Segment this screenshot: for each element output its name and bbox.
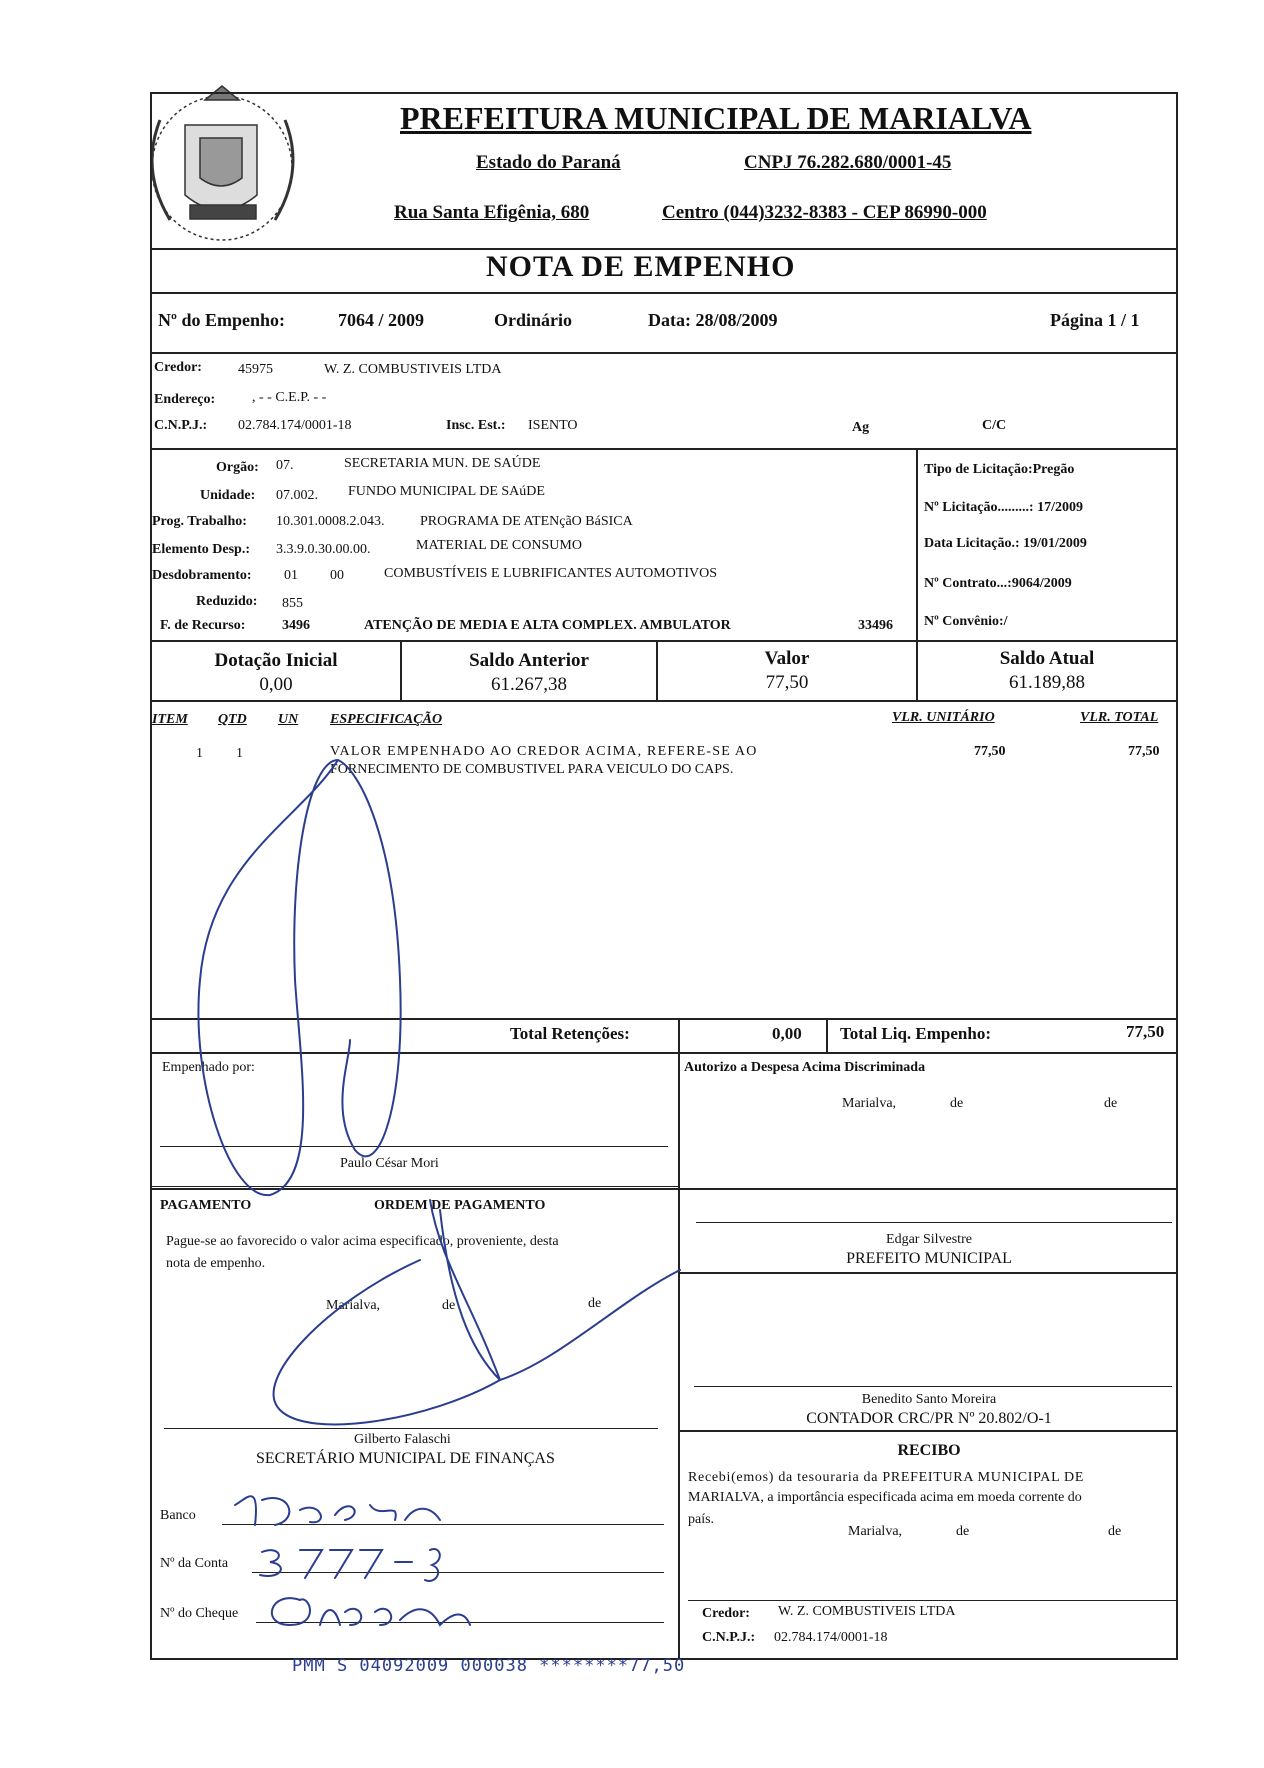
unidade-code: 07.002. (276, 488, 318, 503)
recurso-number: 33496 (858, 618, 893, 633)
recibo-text-line1: Recebi(emos) da tesouraria da PREFEITURA MUNICIPAL DE (688, 1470, 1085, 1485)
recibo-text-line2: MARIALVA, a importância especificada acima em moeda corrente do (688, 1490, 1082, 1505)
de-label: de (956, 1524, 970, 1539)
page-number: Página 1 / 1 (1050, 310, 1140, 330)
recibo-cnpj-value: 02.784.174/0001-18 (774, 1630, 888, 1645)
retencoes-value: 0,00 (772, 1024, 802, 1043)
orgao-name: SECRETARIA MUN. DE SAÚDE (344, 456, 541, 471)
banco-label: Banco (160, 1508, 196, 1523)
de-label: de (950, 1096, 964, 1111)
col-header-qtd: QTD (218, 712, 247, 727)
valor-label: Valor (764, 648, 810, 669)
pague-text-line1: Pague-se ao favorecido o valor acima especificado, proveniente, desta (166, 1234, 559, 1249)
credor-label: Credor: (154, 360, 202, 375)
de-label: de (442, 1298, 456, 1313)
desdobramento-code1: 01 (284, 568, 298, 583)
empenhado-label: Empenhado por: (162, 1060, 255, 1075)
saldo-anterior-label: Saldo Anterior (469, 650, 589, 671)
prog-code: 10.301.0008.2.043. (276, 514, 385, 529)
orgao-code: 07. (276, 458, 294, 473)
recibo-credor-label: Credor: (702, 1606, 750, 1621)
unidade-label: Unidade: (200, 488, 256, 503)
credor-code: 45975 (238, 362, 273, 377)
col-header-vlr-total: VLR. TOTAL (1080, 710, 1159, 725)
credor-name: W. Z. COMBUSTIVEIS LTDA (324, 362, 502, 377)
item-quantity: 1 (236, 746, 243, 761)
dotacao-label: Dotação Inicial (214, 650, 338, 671)
marialva-label: Marialva, (842, 1096, 897, 1111)
saldo-atual-label: Saldo Atual (999, 648, 1095, 669)
conta-label: Nº da Conta (160, 1556, 229, 1571)
retencoes-label: Total Retenções: (510, 1024, 630, 1043)
orgao-label: Orgão: (216, 460, 259, 475)
item-description-line2: FORNECIMENTO DE COMBUSTIVEL PARA VEICULO DO CAPS. (330, 762, 734, 777)
col-header-un: UN (278, 712, 299, 727)
empenho-type: Ordinário (494, 310, 573, 330)
de-label: de (1108, 1524, 1122, 1539)
document-title: NOTA DE EMPENHO (486, 250, 796, 283)
unidade-name: FUNDO MUNICIPAL DE SAúDE (348, 484, 545, 499)
liquido-label: Total Liq. Empenho: (840, 1024, 991, 1043)
licitacao-number: Nº Licitação.........: 17/2009 (924, 500, 1083, 515)
saldo-atual-value: 61.189,88 (1009, 672, 1085, 693)
desdobramento-name: COMBUSTÍVEIS E LUBRIFICANTES AUTOMOTIVOS (384, 566, 718, 581)
insc-label: Insc. Est.: (446, 418, 506, 433)
street-address: Rua Santa Efigênia, 680 (394, 202, 590, 223)
reduzido-value: 855 (282, 596, 303, 611)
valor-value: 77,50 (765, 672, 809, 693)
elemento-code: 3.3.9.0.30.00.00. (276, 542, 371, 557)
elemento-label: Elemento Desp.: (152, 542, 250, 557)
prog-label: Prog. Trabalho: (152, 514, 247, 529)
liquido-value: 77,50 (1126, 1022, 1165, 1041)
item-number: 1 (196, 746, 203, 761)
cnpj-header: CNPJ 76.282.680/0001-45 (744, 152, 952, 173)
recibo-title: RECIBO (897, 1442, 961, 1459)
agency-label: Ag (852, 420, 870, 435)
prefeito-name: Edgar Silvestre (886, 1232, 972, 1247)
elemento-name: MATERIAL DE CONSUMO (416, 538, 582, 553)
state-name: Estado do Paraná (476, 152, 621, 173)
endereco-label: Endereço: (154, 392, 216, 407)
recibo-text-line3: país. (688, 1512, 715, 1527)
item-unit-value: 77,50 (974, 744, 1006, 759)
cheque-label: Nº do Cheque (160, 1606, 239, 1621)
signature-paulo (198, 760, 400, 1195)
empenho-number-label: Nº do Empenho: (158, 310, 285, 330)
col-header-item: ITEM (152, 712, 188, 727)
reduzido-label: Reduzido: (196, 594, 258, 609)
secretary-title: SECRETÁRIO MUNICIPAL DE FINANÇAS (256, 1450, 555, 1467)
recurso-code: 3496 (282, 618, 310, 633)
de-label: de (588, 1296, 602, 1311)
pagamento-label: PAGAMENTO (160, 1198, 252, 1213)
autorizo-label: Autorizo a Despesa Acima Discriminada (684, 1060, 926, 1075)
cheque-handwriting (272, 1598, 470, 1625)
desdobramento-code2: 00 (330, 568, 344, 583)
item-total-value: 77,50 (1128, 744, 1160, 759)
address-contact: Centro (044)3232-8383 - CEP 86990-000 (662, 202, 987, 223)
recibo-credor-value: W. Z. COMBUSTIVEIS LTDA (778, 1604, 956, 1619)
item-description-line1: VALOR EMPENHADO AO CREDOR ACIMA, REFERE-SE AO (330, 744, 758, 759)
conta-handwriting (260, 1549, 440, 1581)
payment-stamp: PMM S 04092009 000038 ********77,50 (292, 1656, 686, 1676)
col-header-vlr-unitario: VLR. UNITÁRIO (892, 710, 995, 725)
marialva-label: Marialva, (848, 1524, 903, 1539)
recibo-cnpj-label: C.N.P.J.: (702, 1630, 756, 1645)
endereco-value: , - - C.E.P. - - (252, 390, 327, 405)
saldo-anterior-value: 61.267,38 (491, 674, 567, 695)
municipality-title: PREFEITURA MUNICIPAL DE MARIALVA (400, 100, 1032, 136)
desdobramento-label: Desdobramento: (152, 568, 252, 583)
pague-text-line2: nota de empenho. (166, 1256, 266, 1271)
signature-paulo (274, 1200, 680, 1424)
empenho-number: 7064 / 2009 (338, 310, 425, 330)
account-label: C/C (982, 418, 1007, 433)
col-header-especificacao: ESPECIFICAÇÃO (330, 712, 443, 727)
contract-number: Nº Contrato...:9064/2009 (924, 576, 1072, 591)
licitacao-type: Tipo de Licitação:Pregão (924, 462, 1075, 477)
secretary-name: Gilberto Falaschi (354, 1432, 451, 1447)
cnpj-value: 02.784.174/0001-18 (238, 418, 352, 433)
contador-name: Benedito Santo Moreira (861, 1392, 997, 1407)
licitacao-date: Data Licitação.: 19/01/2009 (924, 536, 1087, 551)
recurso-name: ATENÇÃO DE MEDIA E ALTA COMPLEX. AMBULATOR (364, 618, 731, 633)
de-label: de (1104, 1096, 1118, 1111)
prog-name: PROGRAMA DE ATENçãO BáSICA (420, 514, 633, 529)
empenho-date: Data: 28/08/2009 (648, 310, 778, 330)
cnpj-label: C.N.P.J.: (154, 418, 208, 433)
dotacao-value: 0,00 (259, 674, 293, 695)
marialva-label: Marialva, (326, 1298, 381, 1313)
empenhado-name: Paulo César Mori (340, 1156, 439, 1171)
contador-title: CONTADOR CRC/PR Nº 20.802/O-1 (806, 1410, 1052, 1427)
ordem-pagamento-label: ORDEM DE PAGAMENTO (374, 1198, 546, 1213)
banco-handwriting (235, 1496, 440, 1525)
recurso-label: F. de Recurso: (160, 618, 246, 633)
insc-value: ISENTO (528, 418, 578, 433)
convenio-number: Nº Convênio:/ (924, 614, 1008, 629)
prefeito-title: PREFEITO MUNICIPAL (846, 1250, 1012, 1267)
